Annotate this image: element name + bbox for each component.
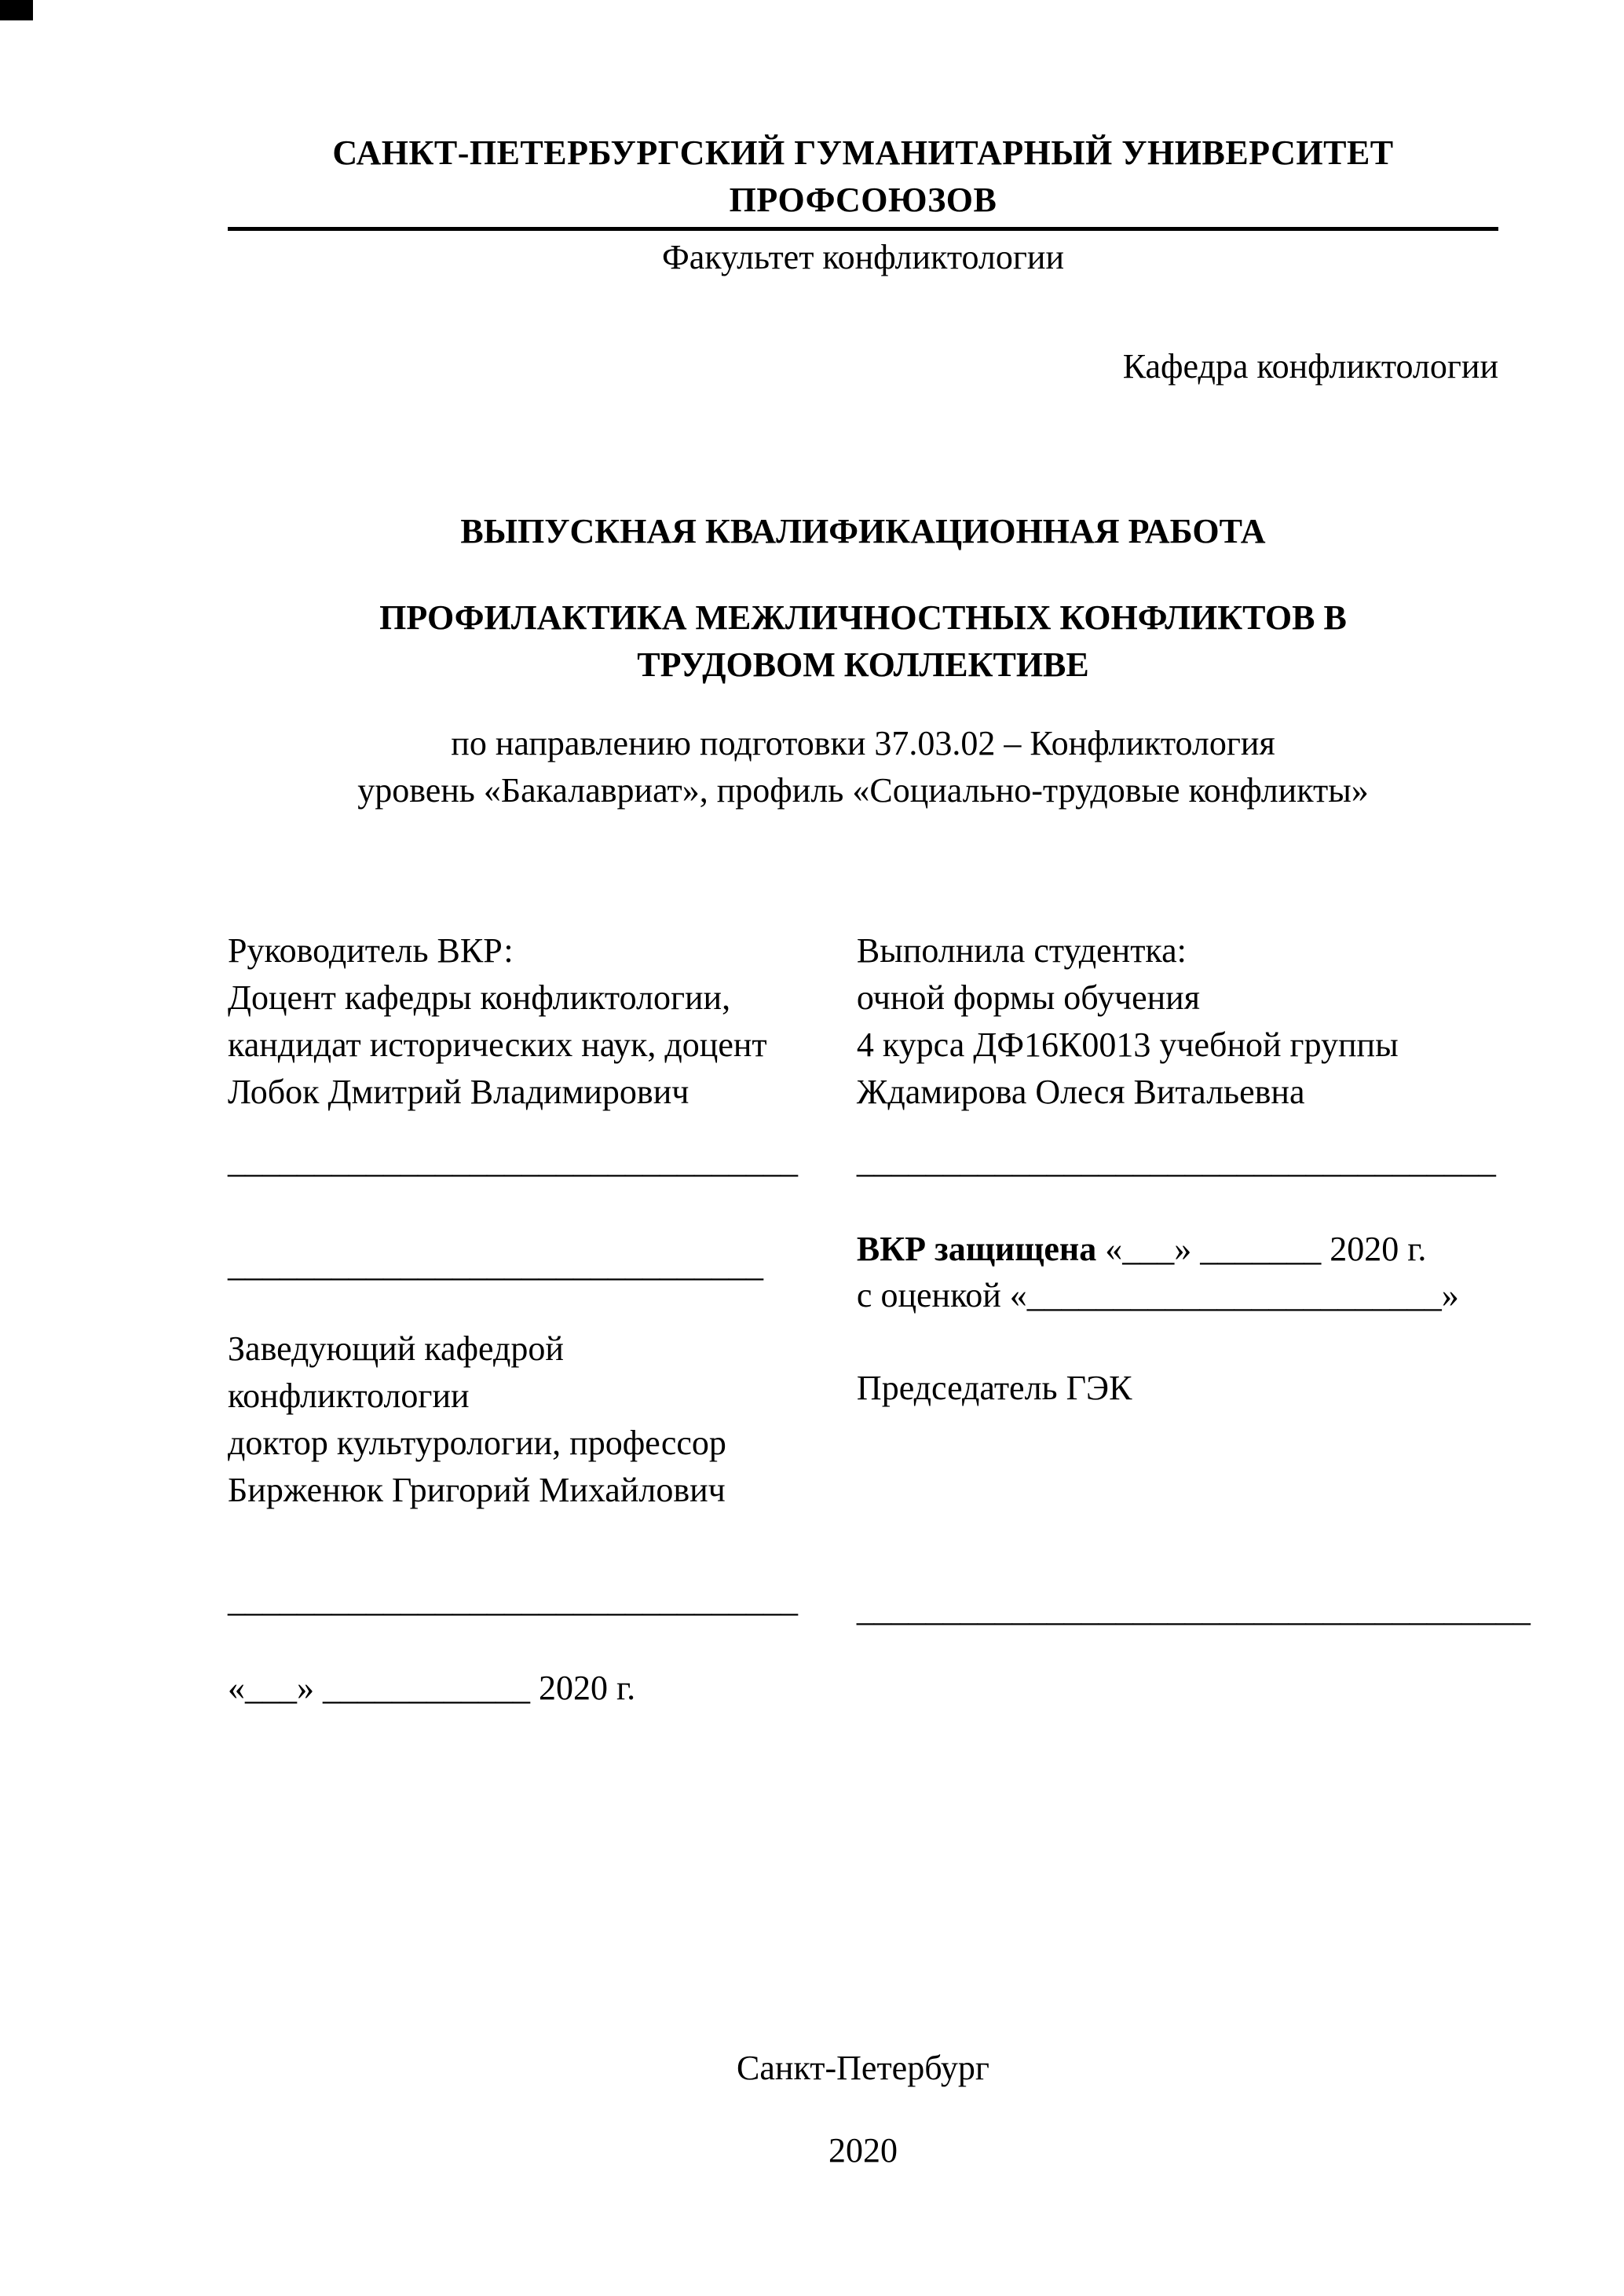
- date-line: «___» ____________ 2020 г.: [228, 1668, 636, 1707]
- chairman-label: Председатель ГЭК: [856, 1369, 1132, 1408]
- grade-line: с оценкой «________________________»: [856, 1276, 1459, 1315]
- student-study-form: очной формы обучения: [856, 978, 1200, 1018]
- university-name: САНКТ-ПЕТЕРБУРГСКИЙ ГУМАНИТАРНЫЙ УНИВЕРСИТЕТ ПРОФСОЮЗОВ: [332, 133, 1394, 219]
- head-position: доктор культурологии, профессор: [228, 1424, 726, 1463]
- supervisor-signature-line: _________________________________: [228, 1141, 798, 1180]
- supervisor-column: [228, 927, 812, 1711]
- supervisor-position-1: Доцент кафедры конфликтологии,: [228, 978, 731, 1018]
- head-signature-line-top: _______________________________: [228, 1245, 763, 1284]
- work-type-heading: ВЫПУСКНАЯ КВАЛИФИКАЦИОННАЯ РАБОТА: [460, 512, 1266, 551]
- head-label-2: конфликтологии: [228, 1377, 470, 1416]
- supervisor-label: Руководитель ВКР:: [228, 931, 514, 971]
- thesis-title-line1: ПРОФИЛАКТИКА МЕЖЛИЧНОСТНЫХ КОНФЛИКТОВ В: [379, 598, 1347, 638]
- head-label-1: Заведующий кафедрой: [228, 1329, 564, 1369]
- student-name: Ждамирова Олеся Витальевна: [856, 1072, 1305, 1111]
- thesis-title-line2: ТРУДОВОМ КОЛЛЕКТИВЕ: [637, 645, 1089, 684]
- chairman-signature-line: _______________________________________: [856, 1590, 1531, 1629]
- student-column: [856, 927, 1531, 1711]
- head-signature-line: _________________________________: [228, 1580, 798, 1619]
- supervisor-name: Лобок Дмитрий Владимирович: [228, 1072, 689, 1111]
- student-group: 4 курса ДФ16К0013 учебной группы: [856, 1026, 1399, 1065]
- defended-line: [857, 1226, 1498, 1273]
- supervisor-position-2: кандидат исторических наук, доцент: [228, 1026, 767, 1065]
- program-info: [228, 720, 1498, 814]
- defended-label: ВКР защищена: [856, 1229, 1097, 1268]
- faculty-name: Факультет конфликтологии: [661, 237, 1064, 276]
- student-label: Выполнила студентка:: [856, 931, 1187, 971]
- student-signature-line: _____________________________________: [856, 1141, 1496, 1180]
- header: [228, 130, 1498, 231]
- signature-section: [228, 927, 1531, 1711]
- city: Санкт-Петербург: [737, 2049, 989, 2088]
- direction-line: по направлению подготовки 37.03.02 – Конфликтология: [451, 723, 1275, 762]
- thesis-title: [228, 594, 1498, 689]
- department-head-block: [228, 1325, 812, 1513]
- year: 2020: [828, 2131, 898, 2170]
- defended-date: «___» _______ 2020 г.: [1096, 1229, 1427, 1268]
- profile-line: уровень «Бакалавриат», профиль «Социально-трудовые конфликты»: [357, 770, 1369, 810]
- department-name: Кафедра конфликтологии: [1122, 347, 1498, 386]
- scan-artifact: [0, 0, 33, 20]
- head-name: Бирженюк Григорий Михайлович: [228, 1470, 726, 1509]
